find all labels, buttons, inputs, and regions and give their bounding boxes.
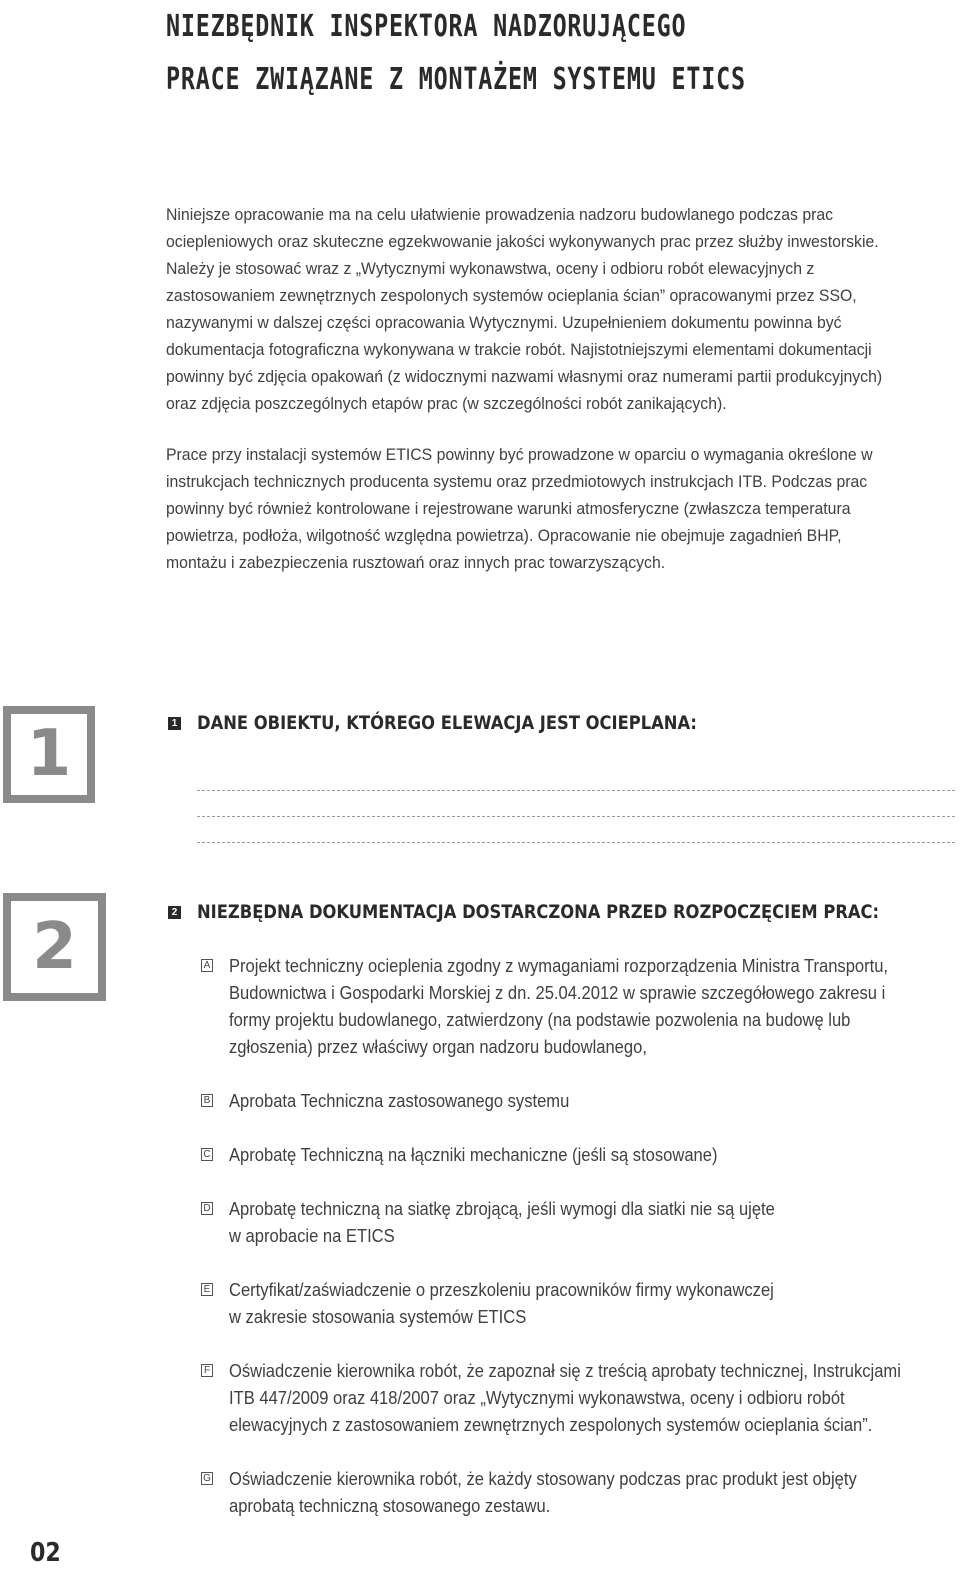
page-title [166, 0, 746, 106]
fill-in-line-3[interactable] [197, 842, 955, 843]
fill-in-line-1[interactable] [197, 790, 955, 791]
item-text: Oświadczenie kierownika robót, że każdy stosowany podczas prac produkt jest objęty aprobatą techniczną stosowanego zestawu. [229, 1469, 857, 1516]
item-letter-box: F [201, 1364, 213, 1377]
page-number: 02 [30, 1538, 61, 1568]
item-letter-box: E [201, 1283, 213, 1296]
section-1-heading: DANE OBIEKTU, KTÓREGO ELEWACJA JEST OCIEPLANA: [197, 712, 697, 734]
intro-paragraph-2: Prace przy instalacji systemów ETICS powinny być prowadzone w oparciu o wymagania określone w instrukcjach technicznych producenta systemu oraz przedmiotowych instrukcjach ITB. Podczas prac powinny być również kontrolowane i rejestrowane warunki atmosferyczne (zwłaszcza temperatura powietrza, podłoża, wilgotność względna powietrza). Opracowanie nie obejmuje zagadnień BHP, montażu i zabezpieczenia rusztowań oraz innych prac towarzyszących. [166, 445, 873, 572]
item-letter-box: G [201, 1472, 213, 1485]
item-text: Aprobatę Techniczną na łączniki mechaniczne (jeśli są stosowane) [229, 1145, 718, 1165]
item-text: Aprobata Techniczna zastosowanego systemu [229, 1091, 570, 1111]
fill-in-line-2[interactable] [197, 816, 955, 817]
item-letter-box: A [201, 959, 213, 972]
item-text: Certyfikat/zaświadczenie o przeszkoleniu pracowników firmy wykonawczej w zakresie stosowania systemów ETICS [229, 1280, 774, 1327]
section-1-badge: 1 [168, 717, 181, 730]
item-letter-box: C [201, 1148, 213, 1161]
section-2-heading: NIEZBĘDNA DOKUMENTACJA DOSTARCZONA PRZED ROZPOCZĘCIEM PRAC: [197, 901, 880, 923]
title-line-2: PRACE ZWIĄZANE Z MONTAŻEM SYSTEMU ETICS [166, 62, 746, 97]
title-line-1: NIEZBĘDNIK INSPEKTORA NADZORUJĄCEGO [166, 9, 687, 44]
item-text: Oświadczenie kierownika robót, że zapoznał się z treścią aprobaty technicznej, Instrukcjami ITB 447/2009 oraz 418/2007 oraz „Wytycznymi wykonawstwa, oceny i odbioru robót elewacyjnych z zastosowaniem zewnętrznych zespolonych systemów ocieplania ścian”. [229, 1361, 901, 1435]
item-text: Projekt techniczny ocieplenia zgodny z wymaganiami rozporządzenia Ministra Transportu, Budownictwa i Gospodarki Morskiej z dn. 25.04.2012 w sprawie szczegółowego zakresu i formy projektu budowlanego, zatwierdzony (na podstawie pozwolenia na budowę lub zgłoszenia) przez właściwy organ nadzoru budowlanego, [229, 956, 889, 1057]
section-2-number-box: 2 [3, 893, 106, 1001]
section-2-badge: 2 [168, 906, 181, 919]
intro-paragraph-1: Niniejsze opracowanie ma na celu ułatwienie prowadzenia nadzoru budowlanego podczas prac ociepleniowych oraz skuteczne egzekwowanie jakości wykonywanych prac przez służby inwestorskie. Należy je stosować wraz z „Wytycznymi wykonawstwa, oceny i odbioru robót elewacyjnych z zastosowaniem zewnętrznych zespolonych systemów ocieplania ścian” opracowanymi przez SSO, nazywanymi w dalszej części opracowania Wytycznymi. Uzupełnieniem dokumentu powinna być dokumentacja fotograficzna wykonywana w trakcie robót. Najistotniejszymi elementami dokumentacji powinny być zdjęcia opakowań (z widocznymi nazwami własnymi oraz numerami partii produkcyjnych) oraz zdjęcia poszczególnych etapów prac (w szczególności robót zanikających). [166, 205, 883, 413]
item-letter-box: D [201, 1202, 213, 1215]
item-letter-box: B [201, 1094, 213, 1107]
section-1-number-box: 1 [3, 706, 95, 803]
item-text: Aprobatę techniczną na siatkę zbrojącą, jeśli wymogi dla siatki nie są ujęte w aprobacie na ETICS [229, 1199, 775, 1246]
